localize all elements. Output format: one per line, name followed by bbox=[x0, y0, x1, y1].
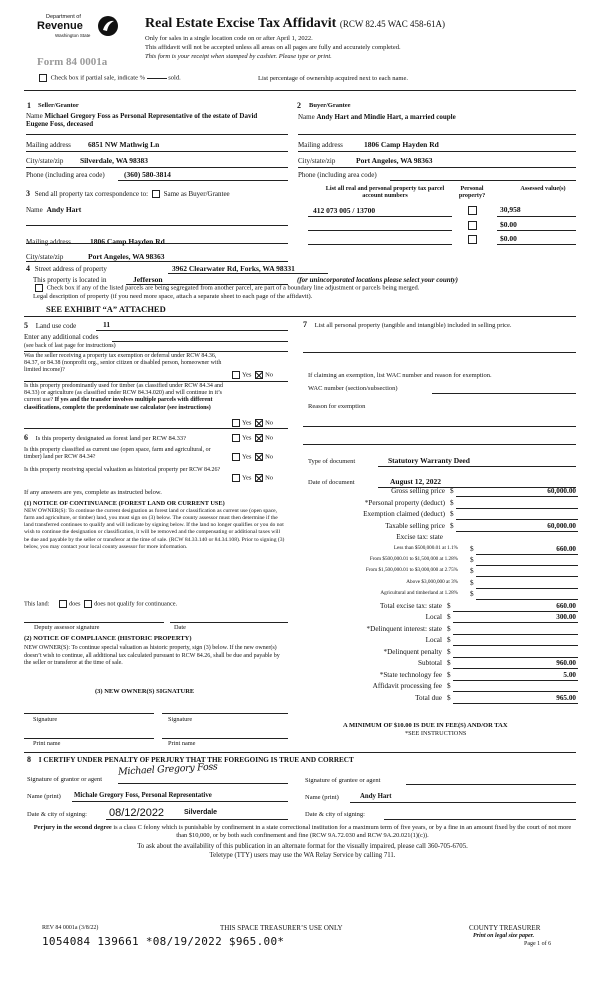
dor-logo bbox=[33, 14, 119, 48]
timber-yes-checkbox[interactable] bbox=[232, 419, 240, 427]
bracket-1-label: From $500,000.01 to $1,500,000 at 1.28% bbox=[369, 556, 458, 563]
land-use-row bbox=[24, 321, 76, 331]
treasurer-use-only: THIS SPACE TREASURER’S USE ONLY bbox=[220, 924, 343, 932]
no-label: No bbox=[265, 371, 274, 379]
certify-heading: I CERTIFY UNDER PENALTY OF PERJURY THAT THE FOREGOING IS TRUE AND CORRECT bbox=[38, 756, 354, 764]
seller-city[interactable]: Silverdale, WA 98383 bbox=[80, 156, 148, 165]
does-label: does bbox=[68, 600, 81, 608]
total-7-label: Affidavit processing fee bbox=[372, 682, 442, 690]
notice1-title: (1) NOTICE OF CONTINUANCE (FOREST LAND OR CURRENT USE) bbox=[24, 500, 225, 507]
partial-sale-row bbox=[37, 74, 181, 82]
deputy-signature-label: Deputy assessor signature bbox=[34, 624, 100, 631]
timber-question-bold: If yes and the transfer involves multiple parcels with different classifications, complete the predominate use calculator (see instructions) bbox=[24, 397, 213, 411]
agency-line3: Washington State bbox=[55, 33, 91, 38]
form-title bbox=[145, 16, 445, 33]
grantee-name-label: Name (print) bbox=[305, 794, 339, 801]
ownership-note: List percentage of ownership acquired next to each name. bbox=[258, 75, 408, 82]
total-5-value[interactable]: 960.00 bbox=[556, 659, 576, 667]
seller-city-label: City/state/zip bbox=[26, 157, 64, 165]
forest-q1: Is this property designated as forest land per RCW 84.33? bbox=[35, 435, 187, 442]
grantor-signature-text: Michael Gregory Foss bbox=[117, 761, 218, 778]
see-instructions: *SEE INSTRUCTIONS bbox=[405, 730, 467, 737]
buyer-num: 2 bbox=[297, 101, 301, 110]
doc-type-label: Type of document bbox=[308, 458, 356, 465]
total-0-dollar: $ bbox=[447, 601, 451, 610]
certify-num: 8 bbox=[27, 755, 31, 764]
bracket-3-label: Above $3,000,000 at 3% bbox=[406, 578, 458, 585]
forest-q2-yesno bbox=[230, 453, 273, 461]
tax-row-3-label: Taxable selling price bbox=[385, 521, 445, 530]
yes-label: Yes bbox=[242, 434, 252, 442]
land-use-label: Land use code bbox=[35, 322, 77, 330]
personal-property-row bbox=[303, 320, 573, 330]
partial-sale-checkbox[interactable] bbox=[39, 74, 47, 82]
buyer-name[interactable]: Andy Hart and Mindie Hart, a married couple bbox=[316, 113, 456, 121]
total-6-value[interactable]: 5.00 bbox=[563, 670, 576, 679]
tax-row-0-value[interactable]: 60,000.00 bbox=[547, 487, 576, 495]
tax-row-1-dollar: $ bbox=[450, 498, 454, 507]
doc-type[interactable]: Statutory Warranty Deed bbox=[388, 456, 470, 465]
correspondence-city-label: City/state/zip bbox=[26, 253, 64, 261]
does-not-label: does not qualify for continuance. bbox=[94, 600, 178, 608]
correspondence-num: 3 bbox=[26, 189, 30, 198]
land-use-code[interactable]: 11 bbox=[103, 320, 111, 329]
total-6-dollar: $ bbox=[447, 670, 451, 679]
this-land-row bbox=[24, 600, 177, 608]
seller-mailing[interactable]: 6851 NW Mathwig Ln bbox=[88, 140, 160, 149]
form-number: Form 84 0001a bbox=[37, 56, 108, 68]
header-note-1: Only for sales in a single location code on or after April 1, 2022. bbox=[145, 35, 313, 42]
parcel-number-1[interactable]: 412 073 005 / 13700 bbox=[313, 206, 376, 215]
correspondence-city[interactable]: Port Angeles, WA 98363 bbox=[88, 252, 165, 261]
personal-label: List all personal property (tangible and intangible) included in selling price. bbox=[314, 322, 512, 329]
additional-codes-label: Enter any additional codes bbox=[24, 333, 99, 341]
unincorporated-note: (for unincorporated locations please select your county) bbox=[297, 276, 458, 284]
minimum-note: A MINIMUM OF $10.00 IS DUE IN FEE(S) AND/OR TAX bbox=[343, 722, 508, 729]
timber-question bbox=[24, 383, 229, 412]
forest-q1-yes[interactable] bbox=[232, 434, 240, 442]
notice2-title: (2) NOTICE OF COMPLIANCE (HISTORIC PROPERTY) bbox=[24, 635, 192, 642]
notice2-body: NEW OWNER(S): To continue special valuation as historic property, sign (3) below. If the new owner(s) doesn’t wish to continue, all additional tax calculated pursuant to RCW 84.26, shall be due and payable by the seller or transferor at the time of sale. bbox=[24, 645, 280, 666]
grantor-name[interactable]: Michale Gregory Foss, Personal Representative bbox=[74, 792, 212, 799]
tax-row-0-label: Gross selling price bbox=[391, 487, 445, 495]
total-6-label: *State technology fee bbox=[379, 670, 442, 679]
no-label: No bbox=[265, 419, 274, 427]
seller-phone-label: Phone (including area code) bbox=[26, 171, 105, 179]
total-1-label: Local bbox=[425, 613, 442, 621]
assessed-value-1[interactable]: 30,958 bbox=[500, 205, 521, 214]
bracket-2-dollar: $ bbox=[470, 567, 474, 576]
correspondence-mailing-label: Mailing address bbox=[26, 238, 71, 246]
location-num: 4 bbox=[26, 264, 30, 273]
exemption-yes-checkbox[interactable] bbox=[232, 371, 240, 379]
excise-tax-state-heading: Excise tax: state bbox=[396, 533, 443, 541]
bracket-0-value[interactable]: 660.00 bbox=[556, 545, 576, 553]
forest-q3-no[interactable] bbox=[255, 474, 263, 482]
forest-q2: Is this property classified as current use (open space, farm and agricultural, or timber) land per RCW 84.34? bbox=[24, 447, 211, 461]
reason-exemption-label: Reason for exemption bbox=[308, 403, 366, 410]
street-address[interactable]: 3962 Clearwater Rd, Forks, WA 98331 bbox=[172, 264, 295, 273]
bracket-1-dollar: $ bbox=[470, 556, 474, 565]
grantor-name-label: Name (print) bbox=[27, 793, 61, 800]
partial-sold-label: sold. bbox=[168, 74, 181, 82]
notice1-body: NEW OWNER(S): To continue the current designation as forest land or classification as current use (open space, farm and agriculture, or timber) land, you must sign on (3) below. The county assessor must then determine if the land transferred continues to qualify and will indicate by signing below. If the land no longer qualifies or you do not wish to continue the designation or classification, it will be removed and the compensating or additional taxes will be due and payable by the seller or transferor at the time of sale. (RCW 84.33.140 or 84.34.108). Prior to signing (3) below, you may contact your local county assessor for more information. bbox=[24, 508, 285, 550]
street-row bbox=[26, 264, 107, 274]
tax-row-3-dollar: $ bbox=[450, 521, 454, 530]
grantee-name[interactable]: Andy Hart bbox=[360, 793, 392, 800]
header-note-3: This form is your receipt when stamped by cashier. Please type or print. bbox=[145, 53, 332, 60]
forest-q1-yesno bbox=[230, 434, 273, 442]
partial-sale-label: Check box if partial sale, indicate % bbox=[50, 74, 146, 82]
county-treasurer: COUNTY TREASURER bbox=[469, 924, 541, 932]
buyer-phone-label: Phone (including area code) bbox=[298, 171, 377, 179]
legal-desc-label: Legal description of property (if you need more space, attach a separate sheet to each page of the affidavit). bbox=[33, 293, 313, 300]
perjury-note bbox=[30, 824, 575, 841]
bracket-2-label: From $1,500,000.01 to $3,000,000 at 2.75% bbox=[365, 567, 458, 574]
wac-number-label: WAC number (section/subsection) bbox=[308, 385, 398, 392]
sig-grantee-label: Signature of grantee or agent bbox=[305, 777, 381, 784]
personal-property-checkbox-2[interactable] bbox=[468, 221, 477, 230]
grantee-date-label: Date & city of signing: bbox=[305, 811, 365, 818]
doc-date[interactable]: August 12, 2022 bbox=[390, 477, 442, 486]
forest-q2-no[interactable] bbox=[255, 453, 263, 461]
forest-q1-no[interactable] bbox=[255, 434, 263, 442]
header-note-2: This affidavit will not be accepted unless all areas on all pages are fully and accurately completed. bbox=[145, 44, 401, 51]
agency-line1: Department of bbox=[46, 14, 81, 20]
exemption-yesno bbox=[230, 371, 273, 379]
seller-phone[interactable]: (360) 580-3814 bbox=[124, 170, 171, 179]
assessed-value-3[interactable]: $0.00 bbox=[500, 234, 517, 243]
tax-row-0-dollar: $ bbox=[450, 487, 454, 495]
seller-name[interactable]: Michael Gregory Foss as Personal Representative of the estate of David Eugene Foss, deceased bbox=[26, 112, 258, 129]
washington-seal-icon bbox=[97, 15, 119, 37]
tax-row-2-label: Exemption claimed (deduct) bbox=[363, 510, 445, 518]
correspondence-name-label: Name bbox=[26, 206, 43, 214]
yes-label: Yes bbox=[242, 371, 252, 379]
forest-q3-yes[interactable] bbox=[232, 474, 240, 482]
total-4-dollar: $ bbox=[447, 647, 451, 656]
seller-name-label: Name bbox=[26, 112, 43, 120]
seller-name-block bbox=[26, 112, 274, 129]
new-owner-signature-label-1: Signature bbox=[33, 716, 58, 723]
timber-no-checkbox[interactable] bbox=[255, 419, 263, 427]
legal-paper-note: Print on legal size paper. bbox=[473, 933, 535, 939]
street-label: Street address of property bbox=[34, 265, 107, 273]
sig-grantor-label: Signature of grantor or agent bbox=[27, 776, 103, 783]
grantor-city[interactable]: Silverdale bbox=[184, 809, 218, 816]
exemption-no-checkbox[interactable] bbox=[255, 371, 263, 379]
same-as-buyer-checkbox[interactable] bbox=[152, 190, 160, 198]
no-label: No bbox=[265, 474, 274, 482]
bracket-3-dollar: $ bbox=[470, 578, 474, 587]
perjury-text: is a class C felony which is punishable by confinement in a state correctional institution for a maximum term of five years, or by a fine in an amount fixed by the court of not more than $10,000, or by both such confinement and fine (RCW 9A.72.030 and RCW 9A.20.021(1)(c)). bbox=[113, 824, 572, 840]
buyer-mailing[interactable]: 1806 Camp Hayden Rd bbox=[364, 140, 439, 149]
same-as-buyer-label: Same as Buyer/Grantee bbox=[163, 190, 230, 198]
total-8-value[interactable]: 965.00 bbox=[556, 693, 576, 702]
total-2-label: *Delinquent interest: state bbox=[366, 624, 442, 633]
grantor-date-label: Date & city of signing: bbox=[27, 811, 87, 818]
bracket-4-dollar: $ bbox=[470, 589, 474, 598]
seller-heading: Seller/Grantor bbox=[38, 102, 79, 109]
yes-label: Yes bbox=[242, 474, 252, 482]
parcel-col1: List all real and personal property tax parcel account numbers bbox=[325, 185, 445, 200]
alternate-format-note: To ask about the availability of this publication in an alternate format for the visually impaired, please call 360-705-6705. Teletype (TTY) users may use the WA Relay Service by calling 711. bbox=[137, 843, 468, 860]
forest-q3: Is this property receiving special valuation as historical property per RCW 84.26? bbox=[24, 467, 221, 473]
forest-q1-row bbox=[24, 433, 186, 443]
parcel-col3: Assessed value(s) bbox=[520, 185, 566, 192]
page-number: Page 1 of 6 bbox=[524, 941, 552, 947]
bracket-0-dollar: $ bbox=[470, 545, 474, 553]
cashier-stamp: 1054084 139661 *08/19/2022 $965.00* bbox=[42, 935, 285, 948]
assessed-value-2[interactable]: $0.00 bbox=[500, 220, 517, 229]
correspondence-mailing[interactable]: 1806 Camp Hayden Rd bbox=[90, 237, 165, 246]
no-label: No bbox=[265, 434, 274, 442]
see-back-label: (see back of last page for instructions) bbox=[24, 343, 116, 349]
rev-number: REV 84 0001a (3/8/22) bbox=[42, 925, 99, 931]
total-1-value[interactable]: 300.00 bbox=[556, 613, 576, 621]
seller-mailing-label: Mailing address bbox=[26, 141, 71, 149]
forest-num: 6 bbox=[24, 433, 28, 442]
does-not-checkbox[interactable] bbox=[84, 600, 92, 608]
seller-num: 1 bbox=[27, 101, 31, 110]
tax-row-3-value[interactable]: 60,000.00 bbox=[547, 521, 576, 530]
total-5-label: Subtotal bbox=[418, 659, 442, 667]
buyer-heading: Buyer/Grantee bbox=[309, 102, 351, 109]
personal-property-checkbox-1[interactable] bbox=[468, 206, 477, 215]
total-1-dollar: $ bbox=[447, 613, 451, 621]
bracket-4-label: Agricultural and timberland at 1.28% bbox=[380, 589, 458, 596]
title-ref: (RCW 82.45 WAC 458-61A) bbox=[339, 19, 446, 29]
grantor-date[interactable]: 08/12/2022 bbox=[109, 807, 165, 819]
segregated-checkbox[interactable] bbox=[35, 284, 43, 292]
bracket-0-label: Less than $500,000.01 at 1.1% bbox=[393, 545, 458, 551]
timber-yesno bbox=[230, 419, 273, 427]
total-0-label: Total excise tax: state bbox=[380, 601, 442, 610]
buyer-mailing-label: Mailing address bbox=[298, 141, 343, 149]
correspondence-label: Send all property tax correspondence to: bbox=[34, 190, 149, 198]
personal-property-checkbox-3[interactable] bbox=[468, 235, 477, 244]
located-county[interactable]: Jefferson bbox=[133, 275, 163, 284]
new-owner-signature-label-2: Signature bbox=[168, 716, 193, 723]
forest-q2-yes[interactable] bbox=[232, 453, 240, 461]
yes-label: Yes bbox=[242, 453, 252, 461]
correspondence-row bbox=[26, 189, 230, 199]
if-yes-note: If any answers are yes, complete as instructed below. bbox=[24, 489, 162, 496]
timber-question-text: Is this property predominantly used for timber (as classified under RCW 84.34 and 84.33) or agriculture (as classified under RCW 84.34.020) and will continue in it’s current use? bbox=[24, 383, 224, 404]
personal-num: 7 bbox=[303, 320, 307, 329]
total-4-label: *Delinquent penalty bbox=[383, 647, 442, 656]
exhibit-a[interactable]: SEE EXHIBIT “A” ATTACHED bbox=[46, 304, 166, 314]
no-label: No bbox=[265, 453, 274, 461]
new-owner-print-label-1: Print name bbox=[33, 740, 61, 747]
new-owner-print-label-2: Print name bbox=[168, 740, 196, 747]
exemption-question: Was the seller receiving a property tax exemption or deferral under RCW 84.36, 84.37, or 84.38 (nonprofit org., senior citizen or disabled person, homeowner with limited income)? bbox=[24, 353, 222, 374]
total-0-value[interactable]: 660.00 bbox=[556, 601, 576, 610]
total-2-dollar: $ bbox=[447, 624, 451, 633]
parcel-col2: Personal property? bbox=[458, 185, 486, 200]
buyer-city-label: City/state/zip bbox=[298, 157, 336, 165]
located-label: This property is located in bbox=[33, 276, 107, 284]
exemption-wac-note: If claiming an exemption, list WAC number and reason for exemption. bbox=[308, 372, 492, 379]
segregated-row bbox=[33, 284, 419, 292]
total-3-label: Local bbox=[425, 636, 442, 644]
segregated-label: Check box if any of the listed parcels are being segregated from another parcel, are part of a boundary line adjustment or parcels being merged. bbox=[46, 284, 420, 292]
total-8-label: Total due bbox=[415, 693, 442, 702]
does-checkbox[interactable] bbox=[59, 600, 67, 608]
deputy-date-label: Date bbox=[174, 624, 186, 631]
buyer-name-block bbox=[298, 113, 578, 121]
doc-date-label: Date of document bbox=[308, 479, 355, 486]
perjury-bold: Perjury in the second degree bbox=[33, 824, 112, 831]
correspondence-name-row bbox=[26, 205, 81, 214]
tax-row-1-label: *Personal property (deduct) bbox=[364, 498, 445, 507]
total-5-dollar: $ bbox=[447, 659, 451, 667]
forest-q3-yesno bbox=[230, 474, 273, 482]
this-land-label: This land: bbox=[24, 600, 50, 608]
total-7-dollar: $ bbox=[447, 682, 451, 690]
tax-row-2-dollar: $ bbox=[450, 510, 454, 518]
land-num: 5 bbox=[24, 321, 28, 330]
total-3-dollar: $ bbox=[447, 636, 451, 644]
buyer-city[interactable]: Port Angeles, WA 98363 bbox=[356, 156, 433, 165]
title-text: Real Estate Excise Tax Affidavit bbox=[145, 16, 337, 31]
total-8-dollar: $ bbox=[447, 693, 451, 702]
new-owner-signature-heading: (3) NEW OWNER(S) SIGNATURE bbox=[95, 688, 195, 695]
correspondence-name[interactable]: Andy Hart bbox=[46, 205, 82, 214]
buyer-name-label: Name bbox=[298, 113, 315, 121]
yes-label: Yes bbox=[242, 419, 252, 427]
agency-line2: Revenue bbox=[37, 20, 83, 32]
